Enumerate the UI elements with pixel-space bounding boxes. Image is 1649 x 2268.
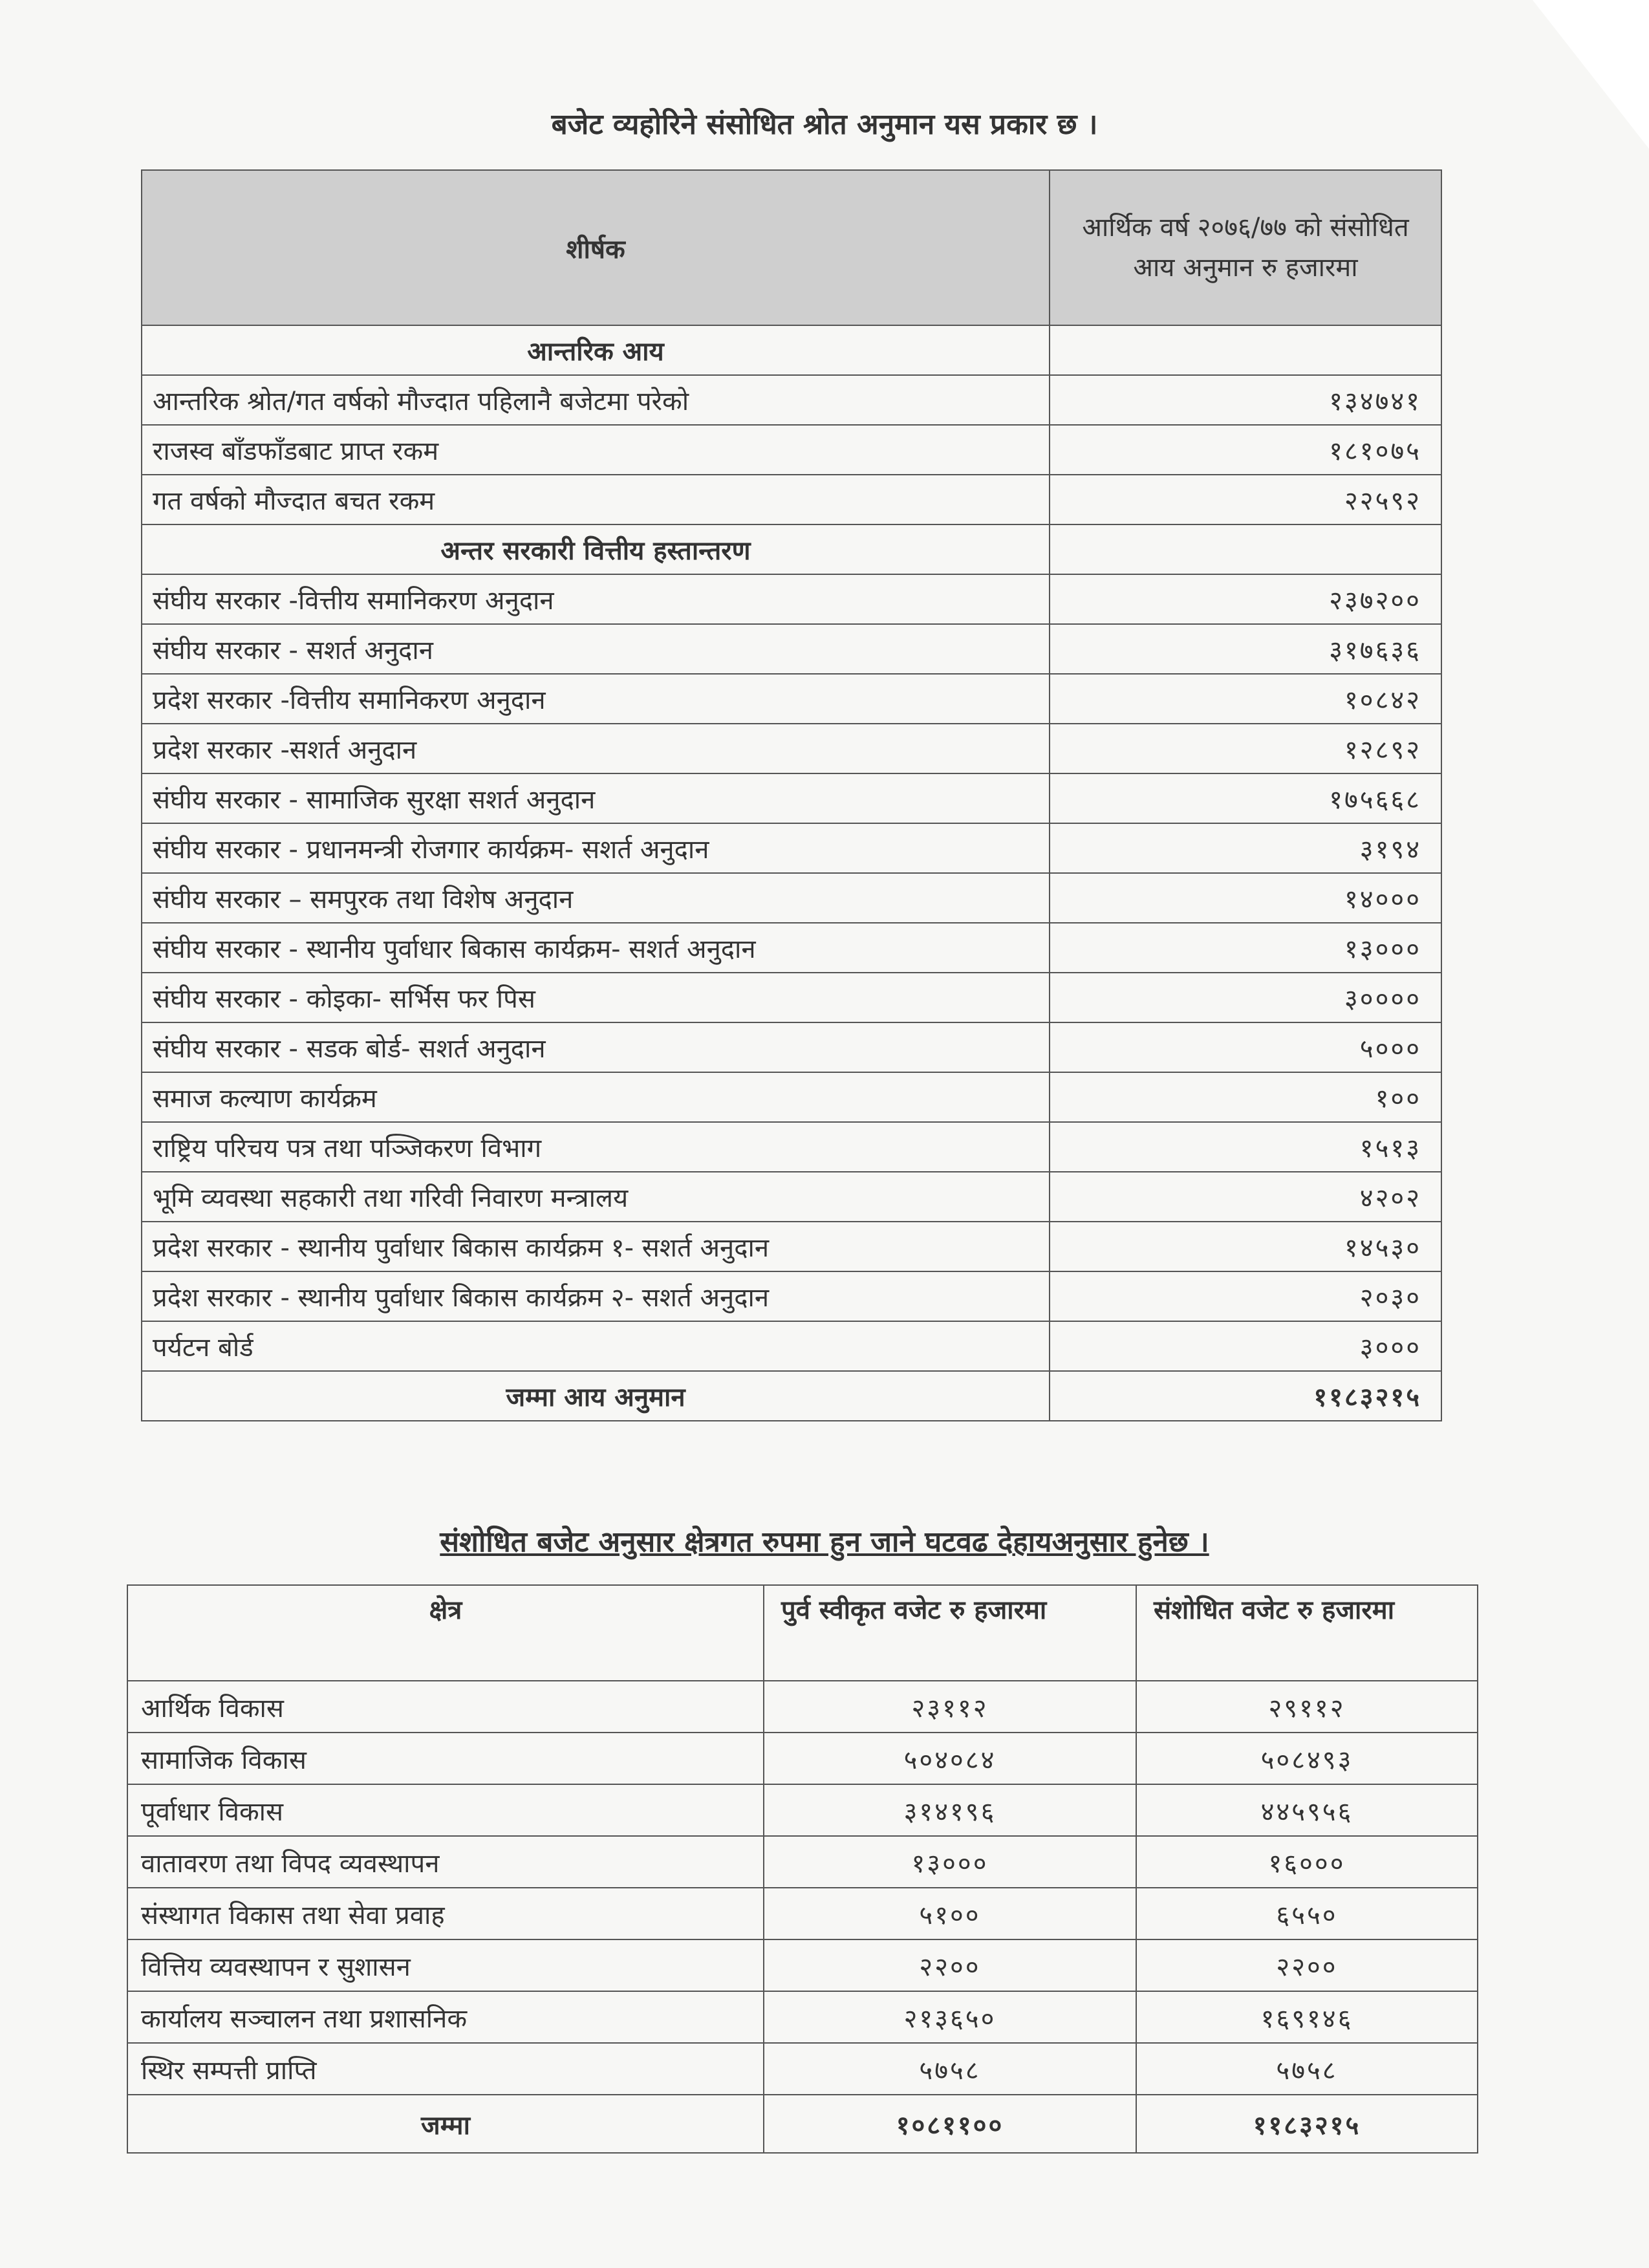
row-value: ४२०२ [1050,1172,1441,1222]
sector-label: स्थिर सम्पत्ती प्राप्ति [127,2043,764,2095]
row-value: ३०००० [1050,973,1441,1022]
row-label: संघीय सरकार - सामाजिक सुरक्षा सशर्त अनुदान [142,773,1050,823]
table-row [142,574,1441,624]
sector-label: कार्यालय सञ्चालन तथा प्रशासनिक [127,1991,764,2043]
table-row [127,1681,1478,1733]
total-label: जम्मा आय अनुमान [142,1371,1050,1421]
table-row [142,823,1441,873]
table-row [142,475,1441,524]
row-label: संघीय सरकार - सडक बोर्ड- सशर्त अनुदान [142,1022,1050,1072]
header-approved-budget: पुर्व स्वीकृत वजेट रु हजारमा [764,1585,1136,1681]
row-value: १५१३ [1050,1122,1441,1172]
table-row [142,773,1441,823]
revised-value: १६००० [1136,1836,1478,1888]
approved-value: १३००० [764,1836,1136,1888]
row-label: भूमि व्यवस्था सहकारी तथा गरिवी निवारण मन्त्रालय [142,1172,1050,1222]
approved-value: ५०४०८४ [764,1733,1136,1784]
approved-value: ३१४१९६ [764,1784,1136,1836]
row-value: १२८९२ [1050,724,1441,773]
total-approved-value: १०८११०० [764,2095,1136,2153]
table-row [142,1321,1441,1371]
revised-income-estimate-table [141,169,1442,1421]
row-value: १४५३० [1050,1222,1441,1271]
table-row [142,674,1441,724]
row-label: अन्तर सरकारी वित्तीय हस्तान्तरण [142,524,1050,574]
approved-value: २३११२ [764,1681,1136,1733]
revised-value: २९११२ [1136,1681,1478,1733]
row-value: १०० [1050,1072,1441,1122]
row-value: १०८४२ [1050,674,1441,724]
table-row [142,375,1441,425]
row-label: प्रदेश सरकार -सशर्त अनुदान [142,724,1050,773]
table-row [142,1022,1441,1072]
row-value: १३००० [1050,923,1441,973]
sector-label: संस्थागत विकास तथा सेवा प्रवाह [127,1888,764,1939]
table-row [142,1172,1441,1222]
header-sector: क्षेत्र [127,1585,764,1681]
row-label: संघीय सरकार -वित्तीय समानिकरण अनुदान [142,574,1050,624]
approved-value: ५१०० [764,1888,1136,1939]
row-value: ५००० [1050,1022,1441,1072]
table-row [142,624,1441,674]
row-value [1050,325,1441,375]
total-row [127,2095,1478,2153]
row-label: संघीय सरकार - प्रधानमन्त्री रोजगार कार्यक्रम- सशर्त अनुदान [142,823,1050,873]
row-label: संघीय सरकार – समपुरक तथा विशेष अनुदान [142,873,1050,923]
income-section-title: बजेट व्यहोरिने संसोधित श्रोत अनुमान यस प्रकार छ । [551,108,1098,141]
header-heading: शीर्षक [142,170,1050,325]
row-label: संघीय सरकार - कोइका- सर्भिस फर पिस [142,973,1050,1022]
row-label: राजस्व बाँडफाँडबाट प्राप्त रकम [142,425,1050,475]
sector-label: वित्तिय व्यवस्थापन र सुशासन [127,1939,764,1991]
row-value: १३४७४१ [1050,375,1441,425]
table-row [142,1072,1441,1122]
table-row [142,1222,1441,1271]
approved-value: ५७५८ [764,2043,1136,2095]
row-label: आन्तरिक श्रोत/गत वर्षको मौज्दात पहिलानै बजेटमा परेको [142,375,1050,425]
revised-value: १६९१४६ [1136,1991,1478,2043]
row-label: प्रदेश सरकार -वित्तीय समानिकरण अनुदान [142,674,1050,724]
revised-value: २२०० [1136,1939,1478,1991]
table-row [142,724,1441,773]
row-label: समाज कल्याण कार्यक्रम [142,1072,1050,1122]
sector-label: पूर्वाधार विकास [127,1784,764,1836]
row-value: ३१७६३६ [1050,624,1441,674]
table-row [127,1784,1478,1836]
sector-label: वातावरण तथा विपद व्यवस्थापन [127,1836,764,1888]
revised-value: ५०८४९३ [1136,1733,1478,1784]
row-label: प्रदेश सरकार - स्थानीय पुर्वाधार बिकास कार्यक्रम १- सशर्त अनुदान [142,1222,1050,1271]
total-label: जम्मा [127,2095,764,2153]
revised-value: ४४५९५६ [1136,1784,1478,1836]
total-value: ११८३२१५ [1050,1371,1441,1421]
table-row [127,1836,1478,1888]
table-row [127,1733,1478,1784]
total-row [142,1371,1441,1421]
table-row [142,973,1441,1022]
approved-value: २१३६५० [764,1991,1136,2043]
table-row [142,1122,1441,1172]
row-label: गत वर्षको मौज्दात बचत रकम [142,475,1050,524]
row-value: ३१९४ [1050,823,1441,873]
sector-label: सामाजिक विकास [127,1733,764,1784]
revised-value: ६५५० [1136,1888,1478,1939]
table-row [142,1271,1441,1321]
sector-section-title: संशोधित बजेट अनुसार क्षेत्रगत रुपमा हुन जाने घटवढ देहायअनुसार हुनेछ । [440,1526,1209,1559]
row-label: राष्ट्रिय परिचय पत्र तथा पञ्जिकरण विभाग [142,1122,1050,1172]
table-row [142,923,1441,973]
row-value [1050,524,1441,574]
table-row [127,2043,1478,2095]
header-revised-budget: संशोधित वजेट रु हजारमा [1136,1585,1478,1681]
row-label: आन्तरिक आय [142,325,1050,375]
sector-label: आर्थिक विकास [127,1681,764,1733]
row-value: २२५९२ [1050,475,1441,524]
table-header-row [142,170,1441,325]
header-revised-estimate: आर्थिक वर्ष २०७६/७७ को संसोधित आय अनुमान रु हजारमा [1050,170,1441,325]
sector-budget-table [127,1584,1478,2154]
revised-value: ५७५८ [1136,2043,1478,2095]
row-value: २०३० [1050,1271,1441,1321]
row-value: ३००० [1050,1321,1441,1371]
row-value: २३७२०० [1050,574,1441,624]
table-row [142,873,1441,923]
row-label: प्रदेश सरकार - स्थानीय पुर्वाधार बिकास कार्यक्रम २- सशर्त अनुदान [142,1271,1050,1321]
total-revised-value: ११८३२१५ [1136,2095,1478,2153]
table-row [142,425,1441,475]
table-header-row [127,1585,1478,1681]
row-label: पर्यटन बोर्ड [142,1321,1050,1371]
row-label: संघीय सरकार - स्थानीय पुर्वाधार बिकास कार्यक्रम- सशर्त अनुदान [142,923,1050,973]
row-label: संघीय सरकार - सशर्त अनुदान [142,624,1050,674]
table-row [127,1939,1478,1991]
section-row [142,524,1441,574]
row-value: १४००० [1050,873,1441,923]
section-row [142,325,1441,375]
table-row [127,1991,1478,2043]
table-row [127,1888,1478,1939]
approved-value: २२०० [764,1939,1136,1991]
row-value: १८१०७५ [1050,425,1441,475]
row-value: १७५६६८ [1050,773,1441,823]
